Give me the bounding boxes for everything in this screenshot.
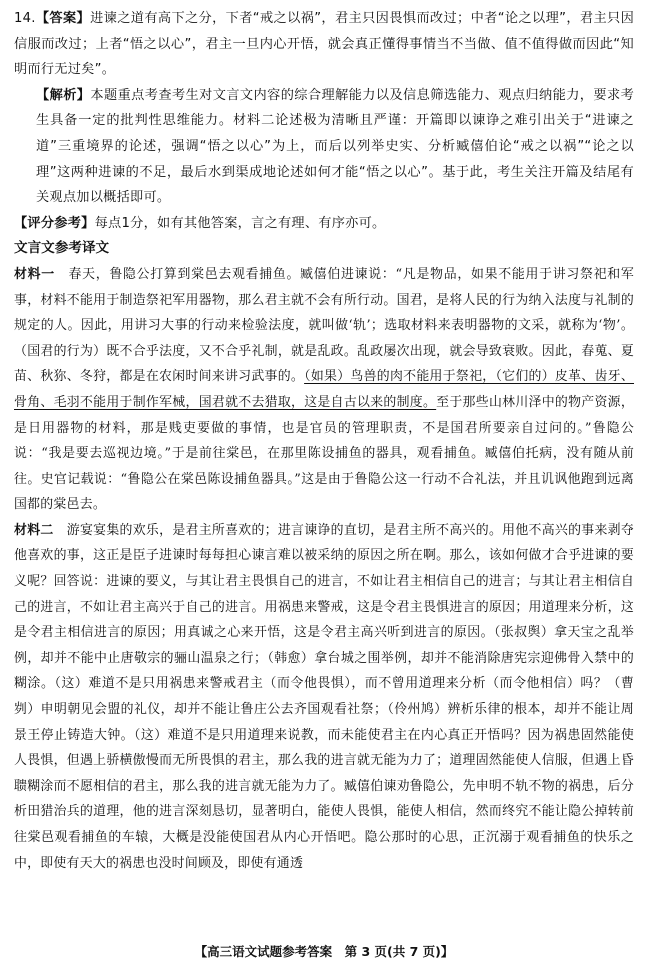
q14-answer-paragraph: [14, 6, 634, 83]
answer-tag: 【答案】: [35, 11, 91, 26]
question-number: 14.: [14, 11, 36, 26]
scoring-paragraph: [14, 211, 634, 237]
material2-paragraph: [14, 518, 634, 876]
analysis-tag: 【解析】: [36, 87, 91, 103]
analysis-text: 本题重点考查考生对文言文内容的综合理解能力以及信息筛选能力、观点归纳能力，要求考生具备一定的批判性思维能力。材料二论述极为清晰且严谨：开篇即以谏诤之难引出关于“进谏之道”三重境界的论述，强调“悟之以心”为上，而后以列举史实、分析臧僖伯论“戒之以祸”“论之以理”这两种进谏的不足，最后水到渠成地论述如何才能“悟之以心”。基于此，考生关注开篇及结尾有关观点加以概括即可。: [36, 87, 635, 206]
material1-label: 材料一: [14, 266, 55, 282]
translation-title: 文言文参考译文: [14, 240, 110, 257]
scoring-text: 每点1分，如有其他答案，言之有理、有序亦可。: [94, 215, 386, 231]
scoring-tag: 【评分参考】: [14, 215, 95, 231]
material1-paragraph: [14, 262, 634, 518]
q14-analysis-paragraph: [14, 83, 634, 211]
page-footer: 【高三语文试题参考答案 第 3 页(共 7 页)】: [194, 944, 454, 959]
material1-text-a: 春天，鲁隐公打算到棠邑去观看捕鱼。臧僖伯进谏说：“凡是物品，如果不能用于讲习祭祀和军事，材料不能用于制造祭祀军用器物，那么君主就不会有所行动。国君，是将人民的行为纳入法度与礼制的规定的人。因此，用讲习大事的行动来检验法度，就叫做‘轨’；选取材料来表明器物的文采，就称为‘物’。（国君的行为）既不合乎法度，又不合乎礼制，就是乱政。乱政屡次出现，就会导致衰败。因此，春蒐、夏苗、秋狝、冬狩，都是在农闲时间来讲习武事的。: [14, 266, 635, 385]
answer-text: 进谏之道有高下之分，下者“戒之以祸”，君主只因畏惧而改过；中者“论之以理”，君主只因信服而改过；上者“悟之以心”，君主一旦内心开悟，就会真正懂得事情当不当做、值不值得做而因此“知明而行无过矣”。: [14, 11, 635, 78]
material1-text-b: 至于那些山林川泽中的物产资源，是日用器物的材料，那是贱吏要做的事情，也是官员的管理职责，不是国君所要亲自过问的。”鲁隐公说：“我是要去巡视边境。”于是前往棠邑，在那里陈设捕鱼的器具，观看捕鱼。臧僖伯托病，没有随从前往。史官记载说：“鲁隐公在棠邑陈设捕鱼器具。”这是由于鲁隐公这一行动不合礼法，并且讥讽他跑到远离国都的棠邑去。: [14, 394, 635, 513]
material2-label: 材料二: [14, 522, 54, 538]
material1-underlined-text: （如果）鸟兽的肉不能用于祭祀，（它们的）皮革、齿牙、骨角、毛羽不能用于制作军械，国君就不去猎取，这是自古以来的制度。: [14, 369, 635, 410]
material2-text: 游宴宴集的欢乐，是君主所喜欢的；进言谏诤的直切，是君主所不高兴的。用他不高兴的事来剥夺他喜欢的事，这正是臣子进谏时每每担心谏言难以被采纳的原因之所在啊。那么，该如何做才合乎进谏的要义呢？回答说：进谏的要义，与其让君主畏惧自己的进言，不如让君主相信自己的进言；与其让君主相信自己的进言，不如让君主高兴于自己的进言。用祸患来警戒，这是令君主畏惧进言的原因；用道理来分析，这是令君主相信进言的原因；用真诚之心来开悟，这是令君主高兴听到进言的原因。（张叔舆）拿天宝之乱举例，却并不能中止唐敬宗的骊山温泉之行；（韩愈）拿台城之围举例，却并不能消除唐宪宗迎佛骨入禁中的糊涂。（这）难道不是只用祸患来警戒君主（而令他畏惧），而不曾用道理来分析（而令他相信）吗？（曹刿）申明朝见会盟的礼仪，却并不能让鲁庄公去齐国观看社祭；（伶州鸠）辨析乐律的根本，却并不能让周景王停止铸造大钟。（这）难道不是只用道理来说教，而未能使君主在内心真正开悟吗？因为祸患固然能使人畏惧，但遇上骄横傲慢而无所畏惧的君主，那么我的进言就无能为力了；道理固然能使人信服，但遇上昏聩糊涂而不愿相信的君主，那么我的进言就无能为力了。臧僖伯谏劝鲁隐公，先申明不轨不物的祸患，后分析田猎治兵的道理，他的进言深刻恳切，显著明白，能使人畏惧，能使人相信，然而终究不能让隐公掉转前往棠邑观看捕鱼的车辕，大概是没能使国君从内心开悟吧。隐公那时的心思，正沉溺于观看捕鱼的快乐之中，即使有天大的祸患也没时间顾及，即使有通透: [14, 522, 635, 871]
